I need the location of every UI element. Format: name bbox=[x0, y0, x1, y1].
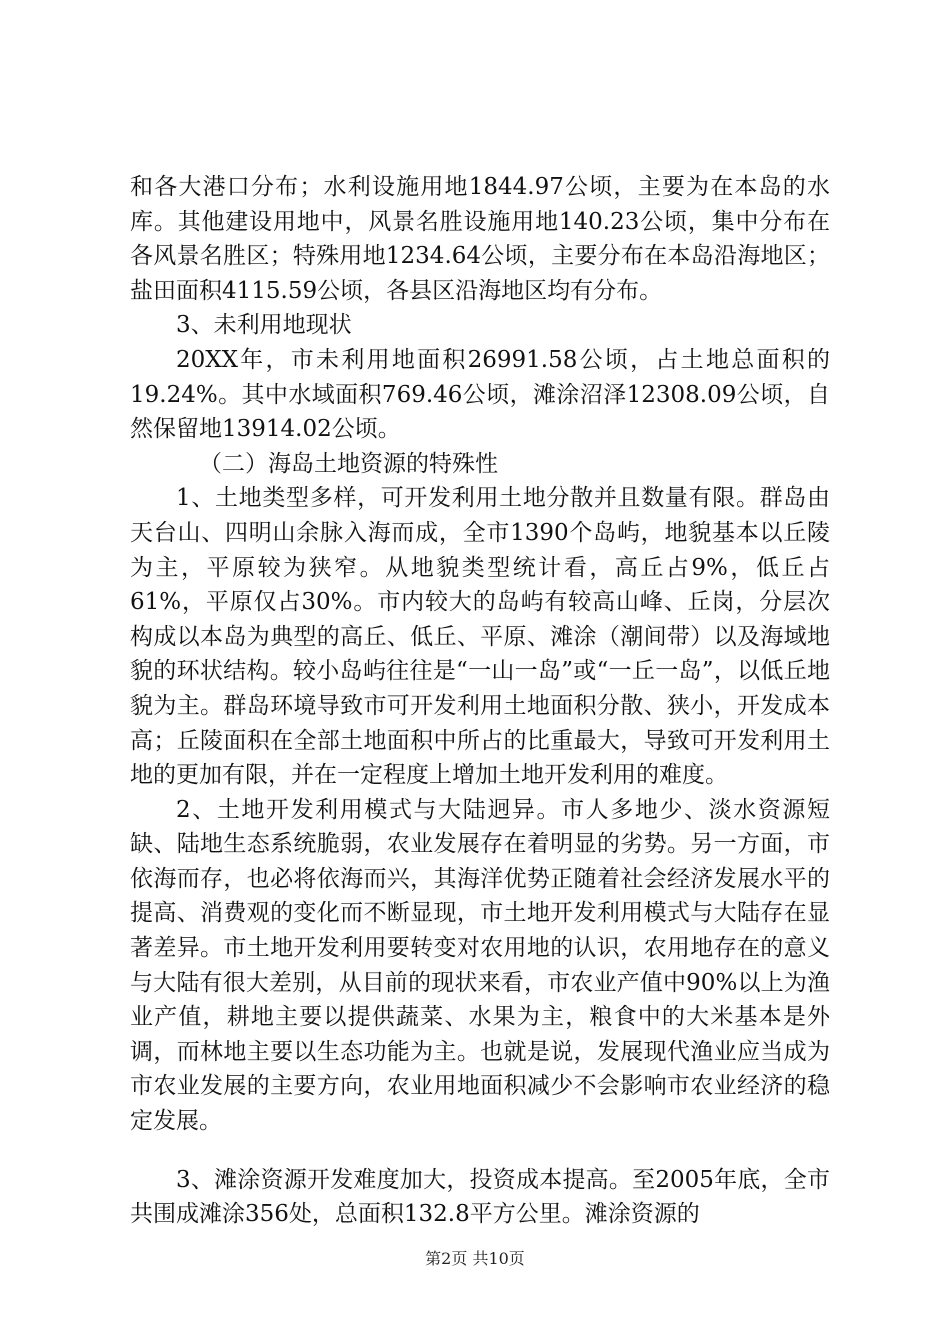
paragraph-tidal-flats: 3、滩涂资源开发难度加大，投资成本提高。至2005年底，全市共围成滩涂356处，总面积132.8平方公里。滩涂资源的 bbox=[130, 1166, 830, 1228]
paragraph-spacer bbox=[130, 1139, 830, 1163]
page-number: 第2页 共10页 bbox=[425, 1249, 525, 1268]
paragraph-land-types: 1、土地类型多样，可开发利用土地分散并且数量有限。群岛由天台山、四明山余脉入海而成，全市1390个岛屿，地貌基本以丘陵为主，平原较为狭窄。从地貌类型统计看，高丘占9%，低丘占61%，平原仅占30%。市内较大的岛屿有较高山峰、丘岗，分层次构成以本岛为典型的高丘、低丘、平原、滩涂（潮间带）以及海域地貌的环状结构。较小岛屿往往是“一山一岛”或“一丘一岛”，以低丘地貌为主。群岛环境导致市可开发利用土地面积分散、狭小，开发成本高；丘陵面积在全部土地面积中所占的比重最大，导致可开发利用土地的更加有限，并在一定程度上增加土地开发利用的难度。 bbox=[130, 485, 830, 789]
heading-island-land-specificity: （二）海岛土地资源的特殊性 bbox=[199, 450, 498, 477]
paragraph-unused-land: 20XX年，市未利用地面积26991.58公顷，占土地总面积的19.24%。其中水域面积769.46公顷，滩涂沼泽12308.09公顷，自然保留地13914.02公顷。 bbox=[130, 346, 830, 443]
paragraph-development-model: 2、土地开发利用模式与大陆迥异。市人多地少、淡水资源短缺、陆地生态系统脆弱，农业发展存在着明显的劣势。另一方面，市依海而存，也必将依海而兴，其海洋优势正随着社会经济发展水平的提高、消费观的变化而不断显现，市土地开发利用模式与大陆存在显著差异。市土地开发利用要转变对农用地的认识，农用地存在的意义与大陆有很大差别，从目前的现状来看，市农业产值中90%以上为渔业产值，耕地主要以提供蔬菜、水果为主，粮食中的大米基本是外调，而林地主要以生态功能为主。也就是说，发展现代渔业应当成为市农业发展的主要方向，农业用地面积减少不会影响市农业经济的稳定发展。 bbox=[130, 796, 830, 1135]
paragraph-construction-land: 和各大港口分布；水利设施用地1844.97公顷，主要为在本岛的水库。其他建设用地中，风景名胜设施用地140.23公顷，集中分布在各风景名胜区；特殊用地1234.64公顷，主要分布在本岛沿海地区；盐田面积4115.59公顷，各县区沿海地区均有分布。 bbox=[130, 174, 830, 304]
document-body bbox=[130, 170, 830, 1232]
heading-unused-land: 3、未利用地现状 bbox=[176, 312, 352, 339]
